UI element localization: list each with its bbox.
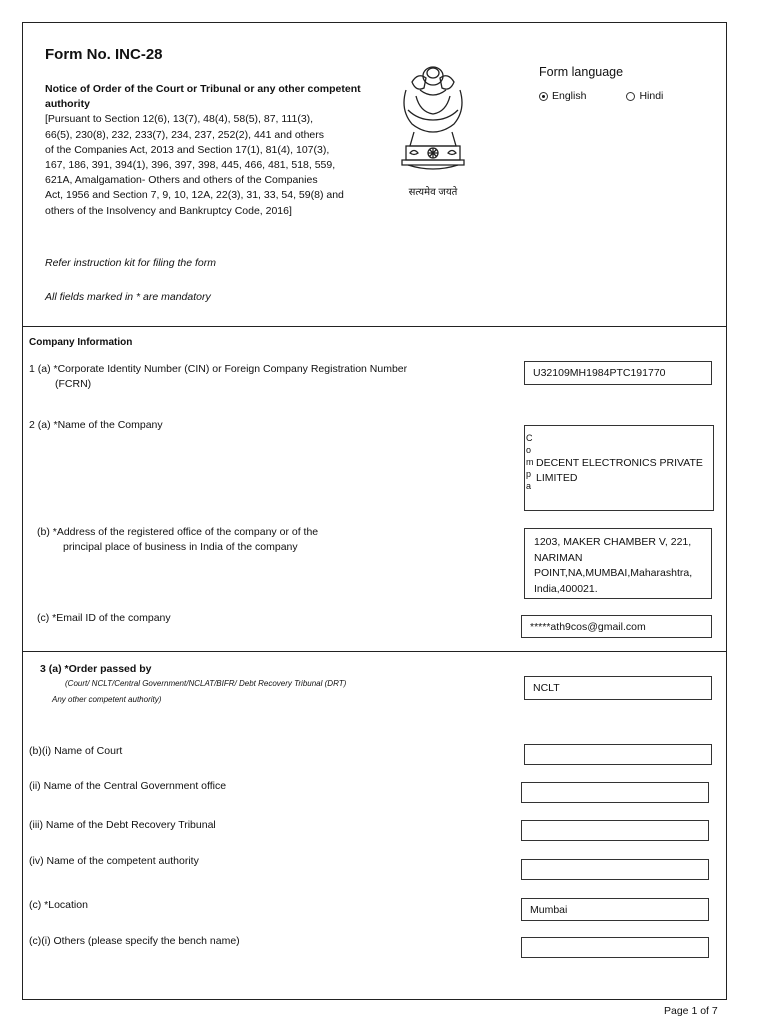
side-letter: p [526, 469, 532, 479]
company-name-line1: DECENT ELECTRONICS PRIVATE [536, 457, 703, 469]
address-line: India,400021. [534, 582, 598, 595]
section-divider [22, 326, 727, 327]
notice-block [45, 82, 385, 219]
email-input[interactable] [521, 615, 712, 638]
section-divider [22, 651, 727, 652]
order-sub-line2: Any other competent authority) [52, 695, 162, 704]
national-emblem [392, 60, 474, 200]
others-bench-label: (c)(i) Others (please specify the bench name) [29, 935, 240, 947]
radio-english[interactable] [539, 90, 586, 102]
order-passed-select[interactable] [524, 676, 712, 700]
side-letter: a [526, 481, 532, 491]
notice-line: 66(5), 230(8), 232, 233(7), 234, 237, 252(2), 441 and others [45, 128, 325, 141]
lion-capital-icon [392, 60, 474, 185]
address-label [37, 525, 318, 555]
central-govt-label: (ii) Name of the Central Government office [29, 780, 227, 792]
emblem-motto: सत्यमेव जयते [408, 187, 458, 198]
order-passed-label: 3 (a) *Order passed by [40, 663, 152, 675]
form-language-title: Form language [539, 65, 624, 79]
radio-selected-icon [539, 92, 548, 101]
cin-label-line2: (FCRN) [55, 378, 92, 390]
notice-line: 621A, Amalgamation- Others and others of the Companies [45, 174, 318, 187]
company-name-value [536, 456, 703, 486]
company-name-label: 2 (a) *Name of the Company [29, 419, 163, 431]
cin-input[interactable] [524, 361, 712, 385]
email-label: (c) *Email ID of the company [37, 612, 171, 624]
others-bench-input[interactable] [521, 937, 709, 958]
notice-line: 167, 186, 391, 394(1), 396, 397, 398, 445, 466, 481, 518, 559, [45, 159, 336, 172]
competent-authority-label: (iv) Name of the competent authority [29, 855, 199, 867]
truncated-label-text [526, 432, 534, 492]
competent-authority-input[interactable] [521, 859, 709, 880]
company-name-line2: LIMITED [536, 472, 578, 484]
central-govt-input[interactable] [521, 782, 709, 803]
address-input[interactable] [524, 528, 712, 599]
notice-line: others of the Insolvency and Bankruptcy Code, 2016] [45, 204, 292, 217]
cin-value: U32109MH1984PTC191770 [533, 367, 666, 379]
address-value [534, 535, 692, 597]
company-info-heading: Company Information [29, 337, 133, 348]
address-line: NARIMAN [534, 551, 583, 564]
radio-hindi[interactable] [626, 90, 663, 102]
location-value: Mumbai [530, 903, 568, 916]
location-select[interactable] [521, 898, 709, 921]
court-name-input[interactable] [524, 744, 712, 765]
order-passed-value: NCLT [533, 682, 560, 694]
address-label-line2: principal place of business in India of the company [63, 541, 298, 553]
mandatory-note: All fields marked in * are mandatory [45, 291, 211, 303]
language-options [539, 90, 663, 102]
drt-label: (iii) Name of the Debt Recovery Tribunal [29, 819, 216, 831]
location-label: (c) *Location [29, 899, 88, 911]
email-value: *****ath9cos@gmail.com [530, 620, 646, 633]
side-letter: o [526, 445, 532, 455]
address-line: POINT,NA,MUMBAI,Maharashtra, [534, 567, 693, 579]
side-letter: C [526, 433, 533, 443]
radio-english-label: English [552, 90, 587, 102]
radio-unselected-icon [626, 92, 635, 101]
cin-label [29, 362, 407, 392]
side-letter: m [526, 457, 534, 467]
page-number: Page 1 of 7 [664, 1005, 718, 1017]
notice-line: of the Companies Act, 2013 and Section 17(1), 81(4), 107(3), [45, 143, 330, 156]
notice-title: Notice of Order of the Court or Tribunal or any other competent authority [45, 83, 361, 111]
notice-line: Act, 1956 and Section 7, 9, 10, 12A, 22(3), 31, 33, 54, 59(8) and [45, 189, 344, 202]
address-line: 1203, MAKER CHAMBER V, 221, [534, 536, 692, 548]
drt-input[interactable] [521, 820, 709, 841]
radio-hindi-label: Hindi [639, 90, 664, 102]
address-label-line1: (b) *Address of the registered office of the company or of the [37, 526, 319, 538]
order-sub-line1: (Court/ NCLT/Central Government/NCLAT/BIFR/ Debt Recovery Tribunal (DRT) [65, 679, 347, 688]
company-name-input[interactable] [524, 425, 714, 511]
cin-label-line1: 1 (a) *Corporate Identity Number (CIN) or Foreign Company Registration Number [29, 363, 408, 375]
notice-line: [Pursuant to Section 12(6), 13(7), 48(4), 58(5), 87, 111(3), [45, 113, 314, 126]
instruction-note: Refer instruction kit for filing the form [45, 257, 216, 269]
court-name-label: (b)(i) Name of Court [29, 745, 123, 757]
form-number: Form No. INC-28 [45, 46, 163, 63]
